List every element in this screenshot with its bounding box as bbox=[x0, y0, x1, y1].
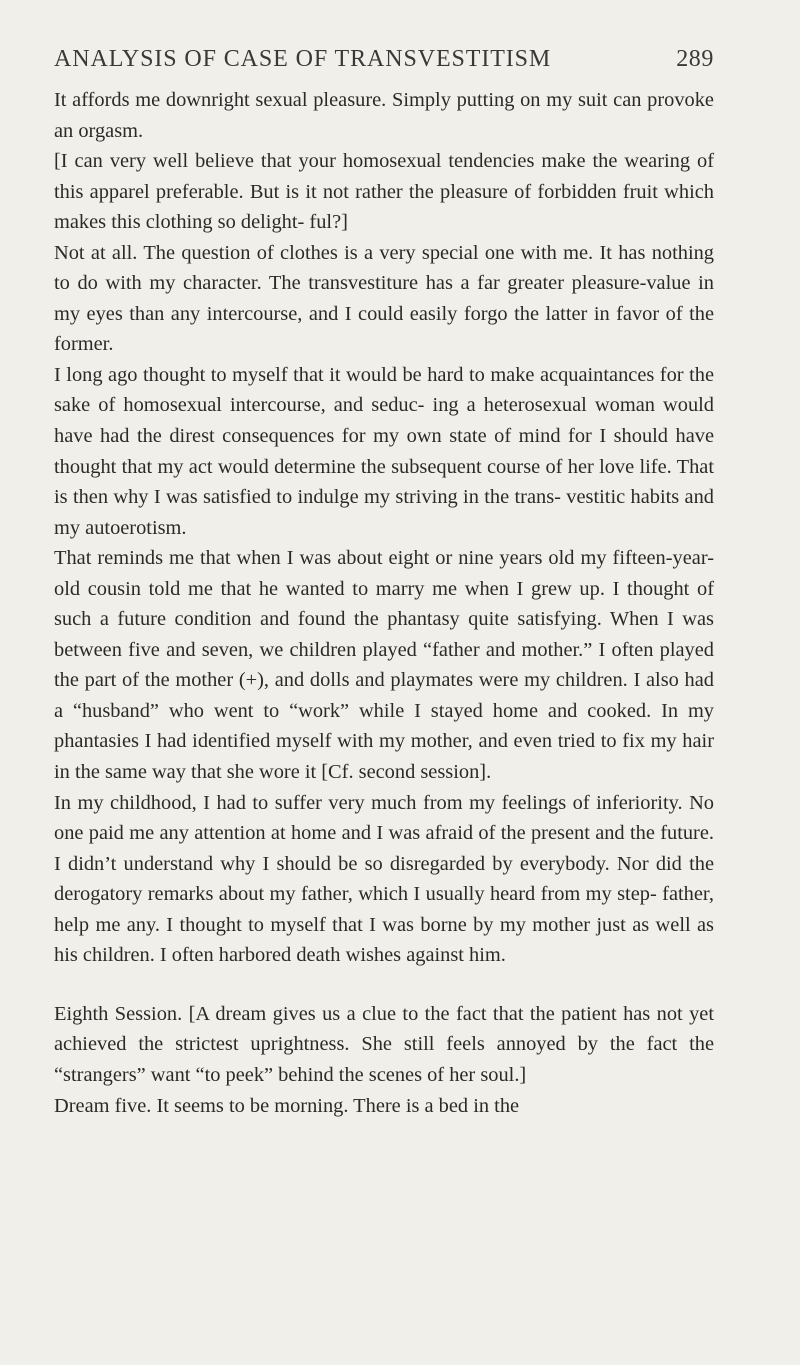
paragraph: I long ago thought to myself that it would be hard to make acquaintances for the sake of homosexual intercourse, and seduc- ing a heterosexual woman would have had the direst consequences for my own state of mind for I should have thought that my act would determine the subsequent course of her love life. That is then why I was satisfied to indulge my striving in the trans- vestitic habits and my autoerotism. bbox=[54, 363, 714, 539]
book-page bbox=[54, 46, 714, 1121]
paragraph: Not at all. The question of clothes is a very special one with me. It has nothing to do with my character. The transvestiture has a far greater pleasure-value in my eyes than any intercourse, and I could easily forgo the latter in favor of the former. bbox=[54, 241, 714, 356]
paragraph: [I can very well believe that your homosexual tendencies make the wearing of this apparel preferable. But is it not rather the pleasure of forbidden fruit which makes this clothing so delight- ful?] bbox=[54, 150, 714, 234]
paragraph: Dream five. It seems to be morning. There is a bed in the bbox=[54, 1094, 520, 1117]
running-title: ANALYSIS OF CASE OF TRANSVESTITISM bbox=[54, 46, 552, 72]
paragraph: That reminds me that when I was about eight or nine years old my fifteen-year-old cousin told me that he wanted to marry me when I grew up. I thought of such a future condition and found the phantasy quite satisfying. When I was between five and seven, we children played “father and mother.” I often played the part of the mother (+), and dolls and playmates were my children. I also had a “husband” who went to “work” while I stayed home and cooked. In my phantasies I had identified myself with my mother, and even tried to fix my hair in the same way that she wore it [Cf. second session]. bbox=[54, 547, 714, 784]
page-number: 289 bbox=[676, 46, 714, 72]
paragraph: In my childhood, I had to suffer very much from my feelings of inferiority. No one paid me any attention at home and I was afraid of the present and the future. I didn’t understand why I should be so disregarded by everybody. Nor did the derogatory remarks about my father, which I usually heard from my step- father, help me any. I thought to myself that I was borne by my mother just as well as his children. I often harbored death wishes against him. bbox=[54, 791, 714, 967]
paragraph: It affords me downright sexual pleasure. Simply putting on my suit can provoke an orgasm. bbox=[54, 89, 714, 142]
body-text bbox=[54, 85, 714, 1121]
running-head bbox=[54, 46, 714, 73]
session-paragraph: Eighth Session. [A dream gives us a clue to the fact that the patient has not yet achieved the strictest uprightness. She still feels annoyed by the fact the “strangers” want “to peek” behind the scenes of her soul.] bbox=[54, 1002, 714, 1086]
